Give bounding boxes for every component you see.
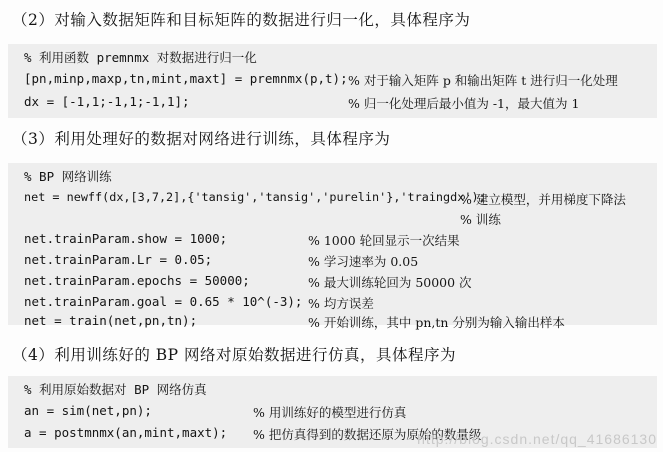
code-comment: % 最大训练轮回为 50000 次 (308, 275, 472, 290)
code-line: % 利用函数 premnmx 对数据进行归一化 (24, 50, 257, 65)
code-line: net.trainParam.show = 1000; (24, 231, 228, 246)
code-line: dx = [-1,1;-1,1;-1,1]; (24, 94, 190, 109)
code-comment: % 对于输入矩阵 p 和输出矩阵 t 进行归一化处理 (348, 73, 618, 88)
code-line: net = train(net,pn,tn); (24, 313, 198, 328)
code-line: a = postmnmx(an,mint,maxt); (24, 425, 228, 440)
code-line: net.trainParam.goal = 0.65 * 10^(-3); (24, 294, 303, 309)
code-comment: % 建立模型，并用梯度下降法 (460, 192, 626, 207)
section-2-heading: （2）对输入数据矩阵和目标矩阵的数据进行归一化，具体程序为 (12, 11, 471, 29)
section-4-heading: （4）利用训练好的 BP 网络对原始数据进行仿真，具体程序为 (12, 346, 457, 364)
code-comment: % 训练 (460, 212, 501, 227)
code-comment: % 均方误差 (308, 296, 374, 311)
code-comment: % 1000 轮回显示一次结果 (308, 233, 460, 248)
watermark: http://blog.csdn.net/qq_41686130 (417, 431, 657, 447)
code-line: [pn,minp,maxp,tn,mint,maxt] = premnmx(p,t); (24, 71, 348, 86)
section-3-heading: （3）利用处理好的数据对网络进行训练，具体程序为 (12, 130, 391, 148)
code-comment: % 把仿真得到的数据还原为原始的数量级 (253, 427, 482, 442)
code-line: % 利用原始数据对 BP 网络仿真 (24, 382, 207, 397)
code-block-normalize (8, 44, 657, 118)
code-line: % BP 网络训练 (24, 169, 112, 184)
code-line: an = sim(net,pn); (24, 403, 152, 418)
code-comment: % 学习速率为 0.05 (308, 254, 419, 269)
code-block-train (8, 163, 657, 330)
code-comment: % 开始训练，其中 pn,tn 分别为输入输出样本 (308, 315, 565, 330)
code-comment: % 归一化处理后最小值为 -1，最大值为 1 (348, 96, 580, 111)
code-line: net.trainParam.Lr = 0.05; (24, 252, 213, 267)
code-comment: % 用训练好的模型进行仿真 (253, 405, 407, 420)
code-line: net.trainParam.epochs = 50000; (24, 273, 250, 288)
code-line: net = newff(dx,[3,7,2],{'tansig','tansig','purelin'},'traingdx'); (24, 190, 486, 204)
